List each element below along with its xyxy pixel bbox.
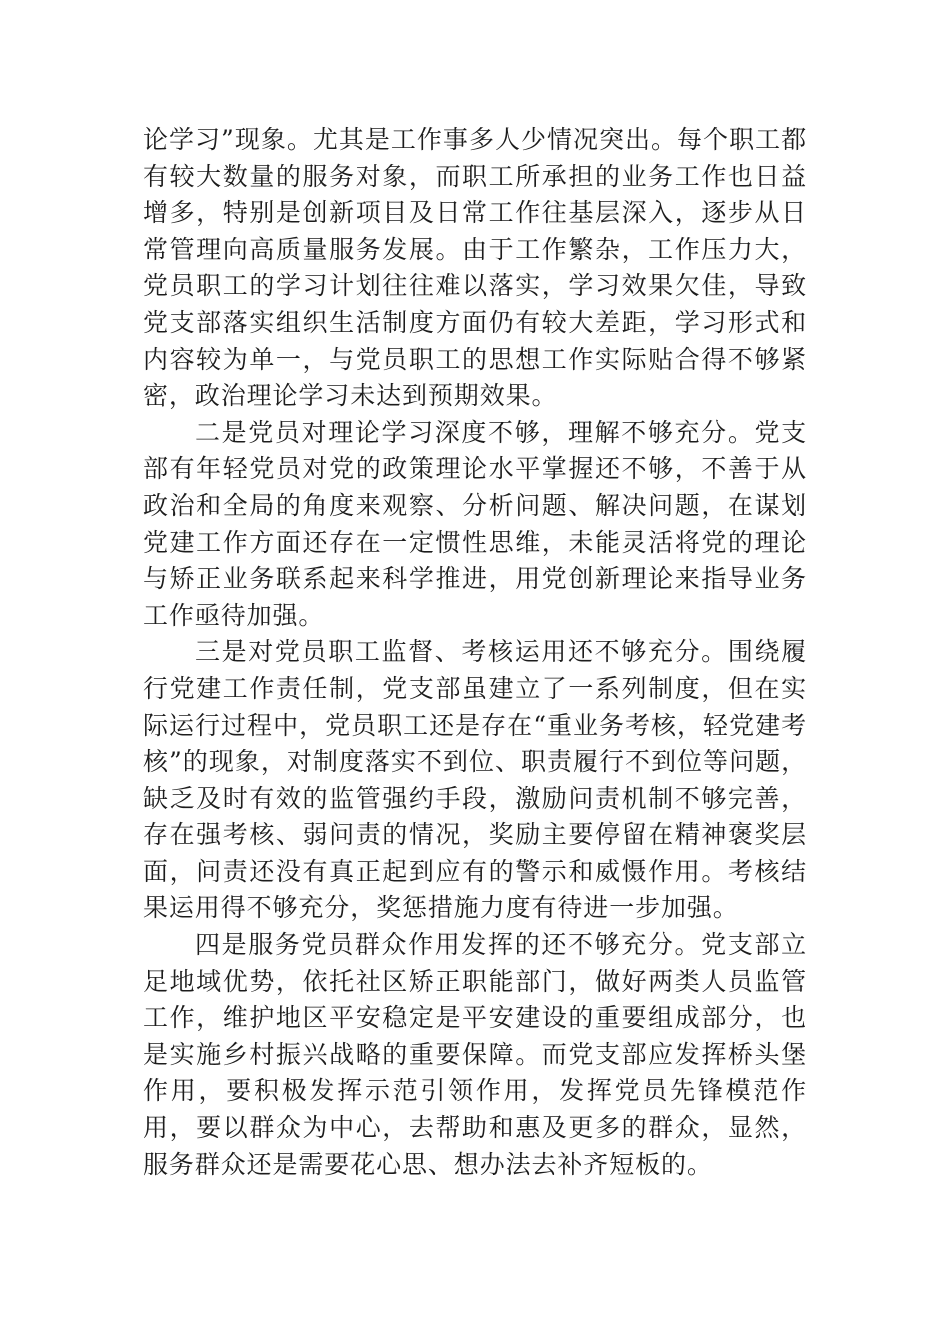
paragraph-point-two: 二是党员对理论学习深度不够，理解不够充分。党支部有年轻党员对党的政策理论水平掌握还不够，不善于从政治和全局的角度来观察、分析问题、解决问题，在谋划党建工作方面还存在一定惯性思维，未能灵活将党的理论与矫正业务联系起来科学推进，用党创新理论来指导业务工作亟待加强。 xyxy=(143,417,807,630)
paragraph-continuation: 论学习”现象。尤其是工作事多人少情况突出。每个职工都有较大数量的服务对象，而职工所承担的业务工作也日益增多，特别是创新项目及日常工作往基层深入，逐步从日常管理向高质量服务发展。由于工作繁杂，工作压力大，党员职工的学习计划往往难以落实，学习效果欠佳，导致党支部落实组织生活制度方面仍有较大差距，学习形式和内容较为单一，与党员职工的思想工作实际贴合得不够紧密，政治理论学习未达到预期效果。 xyxy=(143,125,807,411)
paragraph-point-four: 四是服务党员群众作用发挥的还不够充分。党支部立足地域优势，依托社区矫正职能部门，做好两类人员监管工作，维护地区平安稳定是平安建设的重要组成部分，也是实施乡村振兴战略的重要保障。而党支部应发挥桥头堡作用，要积极发挥示范引领作用，发挥党员先锋模范作用，要以群众为中心，去帮助和惠及更多的群众，显然，服务群众还是需要花心思、想办法去补齐短板的。 xyxy=(143,930,807,1179)
paragraph-point-three: 三是对党员职工监督、考核运用还不够充分。围绕履行党建工作责任制，党支部虽建立了一系列制度，但在实际运行过程中，党员职工还是存在“重业务考核，轻党建考核”的现象，对制度落实不到位、职责履行不到位等问题，缺乏及时有效的监管强约手段，激励问责机制不够完善，存在强考核、弱问责的情况，奖励主要停留在精神褒奖层面，问责还没有真正起到应有的警示和威慑作用。考核结果运用得不够充分，奖惩措施力度有待进一步加强。 xyxy=(143,637,807,923)
document-body xyxy=(143,122,807,1183)
